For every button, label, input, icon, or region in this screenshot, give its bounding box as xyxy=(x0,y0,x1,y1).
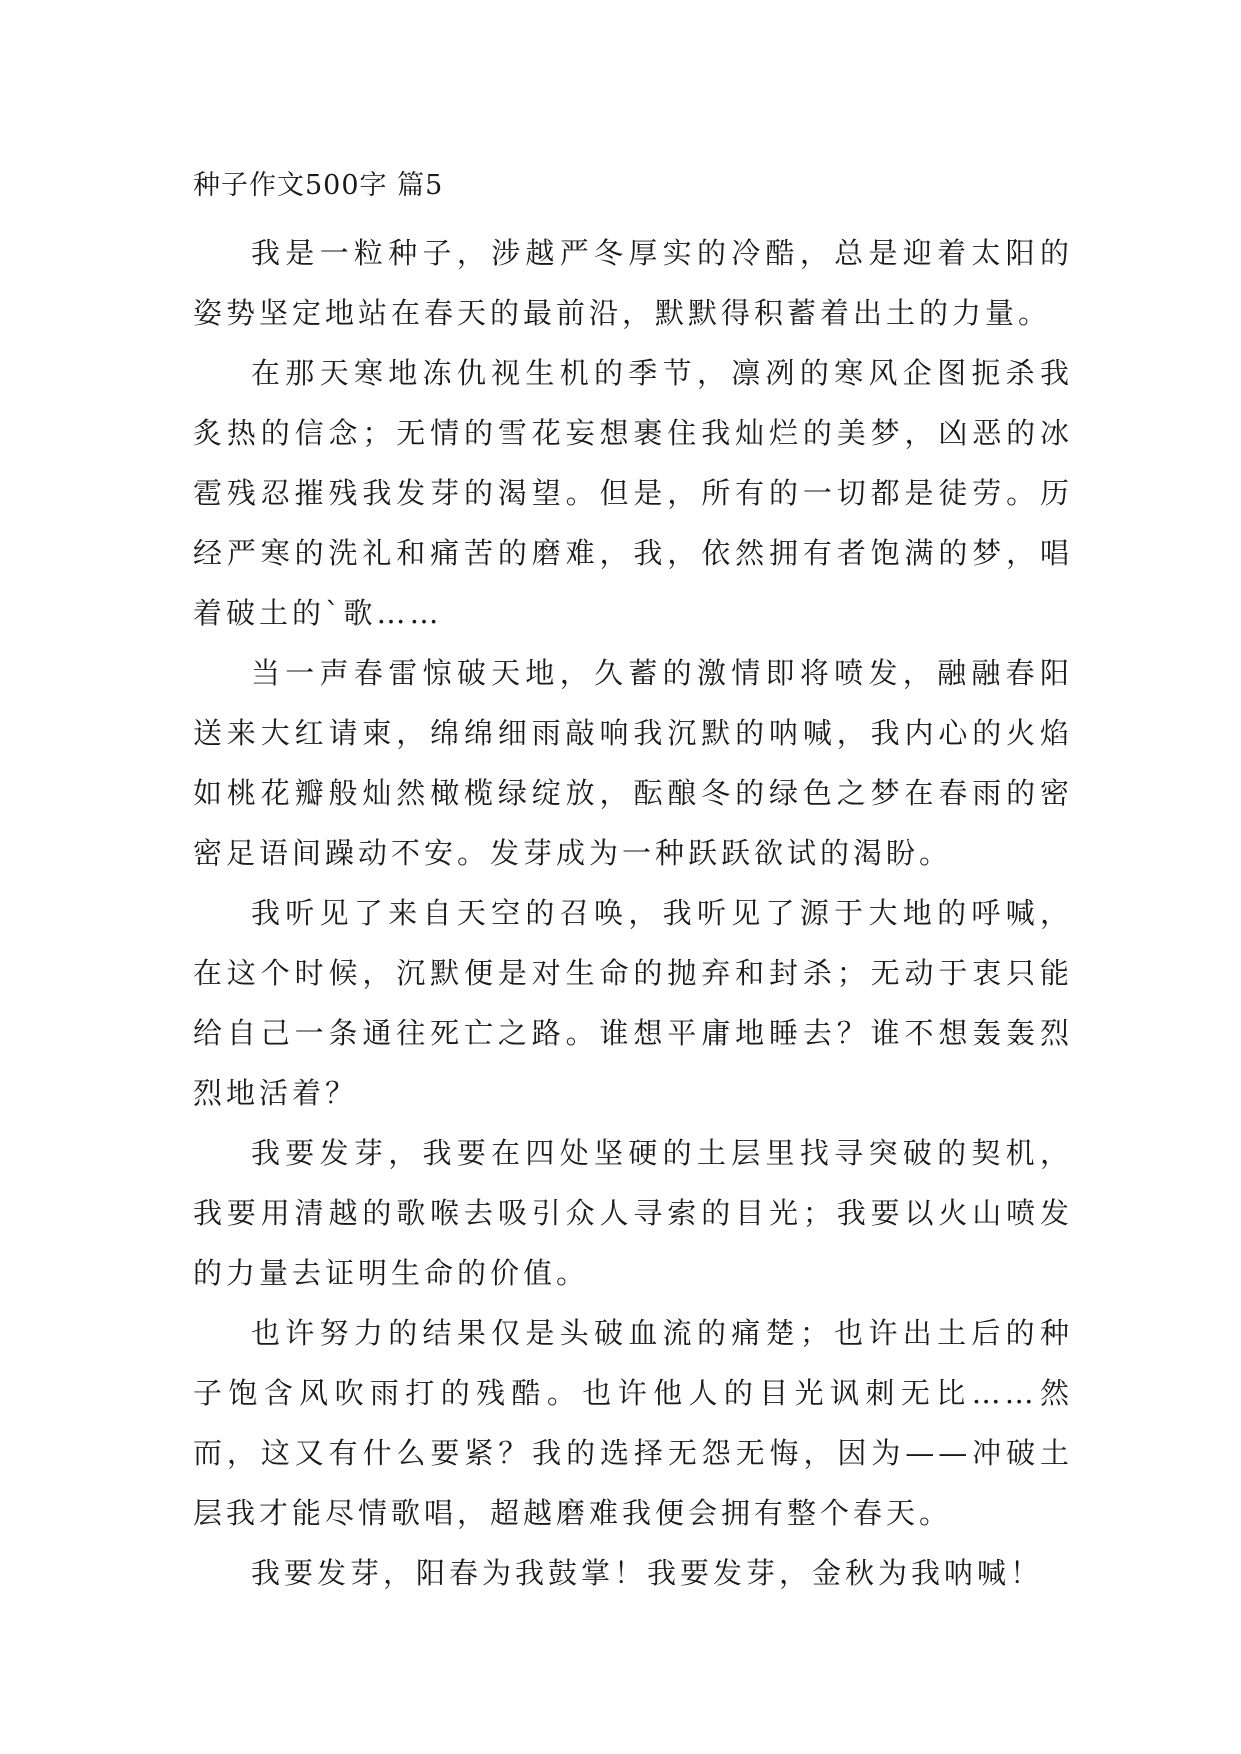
paragraph-6: 也许努力的结果仅是头破血流的痛楚；也许出土后的种子饱含风吹雨打的残酷。也许他人的目光讽刺无比……然而，这又有什么要紧？我的选择无怨无悔，因为——冲破土层我才能尽情歌唱，超越磨难我便会拥有整个春天。 xyxy=(193,1316,1073,1530)
paragraph-5: 我要发芽，我要在四处坚硬的土层里找寻突破的契机，我要用清越的歌喉去吸引众人寻索的目光；我要以火山喷发的力量去证明生命的价值。 xyxy=(193,1136,1073,1290)
paragraph-4: 我听见了来自天空的召唤，我听见了源于大地的呼喊，在这个时候，沉默便是对生命的抛弃和封杀；无动于衷只能给自己一条通往死亡之路。谁想平庸地睡去？谁不想轰轰烈烈地活着？ xyxy=(193,896,1073,1110)
essay-title: 种子作文500字 篇5 xyxy=(193,170,444,201)
essay-body xyxy=(193,223,1073,1603)
paragraph-7: 我要发芽，阳春为我鼓掌！我要发芽，金秋为我呐喊！ xyxy=(251,1556,1044,1590)
paragraph-3: 当一声春雷惊破天地，久蓄的激情即将喷发，融融春阳送来大红请柬，绵绵细雨敲响我沉默的呐喊，我内心的火焰如桃花瓣般灿然橄榄绿绽放，酝酿冬的绿色之梦在春雨的密密足语间躁动不安。发芽成为一种跃跃欲试的渴盼。 xyxy=(193,656,1073,870)
paragraph-1: 我是一粒种子，涉越严冬厚实的冷酷，总是迎着太阳的姿势坚定地站在春天的最前沿，默默得积蓄着出土的力量。 xyxy=(193,236,1073,330)
paragraph-2: 在那天寒地冻仇视生机的季节，凛冽的寒风企图扼杀我炙热的信念；无情的雪花妄想裹住我灿烂的美梦，凶恶的冰雹残忍摧残我发芽的渴望。但是，所有的一切都是徒劳。历经严寒的洗礼和痛苦的磨难，我，依然拥有者饱满的梦，唱着破土的`歌…… xyxy=(193,356,1073,630)
